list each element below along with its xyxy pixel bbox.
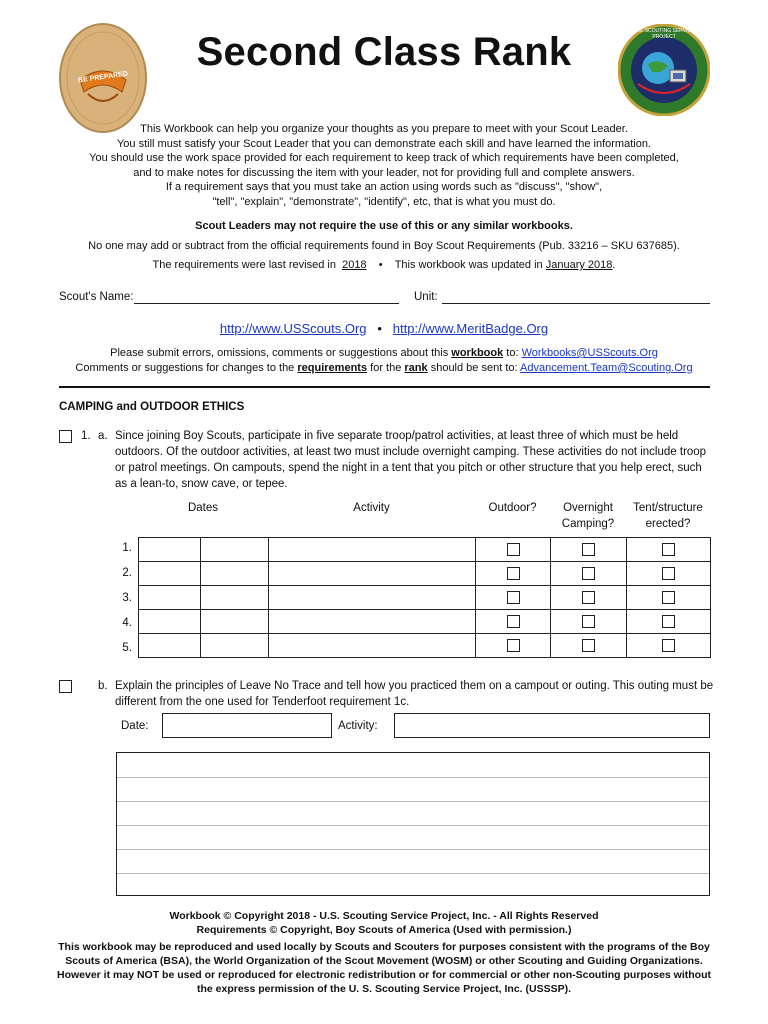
workbooks-email-link[interactable]: Workbooks@USScouts.Org	[521, 347, 658, 359]
update-date: January 2018	[545, 259, 613, 271]
intro-paragraph	[80, 122, 688, 210]
revision-line: The requirements were last revised in 2018 • This workbook was updated in January 2018.	[152, 259, 616, 271]
checkbox[interactable]	[662, 639, 675, 652]
footer-terms: the express permission of the U. S. Scouting Service Project, Inc. (USSSP).	[196, 983, 572, 995]
checkbox[interactable]	[507, 615, 520, 628]
overnight-checkbox-cell[interactable]	[551, 562, 627, 586]
usscouts-link[interactable]: http://www.USScouts.Org	[219, 321, 367, 336]
activity-cell[interactable]	[269, 586, 476, 610]
official-requirements-note: No one may add or subtract from the official requirements found in Boy Scout Requirements (Pub. 33216 – SKU 637685).	[88, 240, 680, 252]
col-header-outdoor: Outdoor?	[488, 502, 537, 514]
activity-cell[interactable]	[269, 634, 476, 658]
outdoor-checkbox-cell[interactable]	[476, 538, 551, 562]
date-label: Date:	[121, 720, 149, 732]
tent-checkbox-cell[interactable]	[627, 610, 711, 634]
date-cell[interactable]	[139, 610, 201, 634]
checkbox[interactable]	[507, 639, 520, 652]
footer	[40, 909, 728, 996]
checkbox[interactable]	[507, 591, 520, 604]
activity-cell[interactable]	[269, 562, 476, 586]
outdoor-checkbox-cell[interactable]	[476, 562, 551, 586]
date-cell[interactable]	[201, 610, 269, 634]
table-row	[139, 562, 711, 586]
activities-table	[138, 537, 711, 658]
date-cell[interactable]	[201, 586, 269, 610]
col-header-tent: Tent/structure erected?	[633, 502, 703, 530]
date-cell[interactable]	[201, 538, 269, 562]
row-number: 1.	[122, 542, 132, 554]
activity-cell[interactable]	[269, 610, 476, 634]
checkbox[interactable]	[662, 543, 675, 556]
table-row	[139, 634, 711, 658]
revision-year: 2018	[342, 259, 367, 271]
advancement-email-link[interactable]: Advancement.Team@Scouting.Org	[520, 362, 693, 374]
intro-line: and to make notes for discussing the item with your leader, not for providing full and complete answers.	[133, 166, 635, 179]
outdoor-checkbox-cell[interactable]	[476, 610, 551, 634]
overnight-checkbox-cell[interactable]	[551, 586, 627, 610]
tent-checkbox-cell[interactable]	[627, 562, 711, 586]
req-1a-checkbox[interactable]	[59, 430, 72, 443]
table-row	[139, 538, 711, 562]
submit-workbook-line: Please submit errors, omissions, comments or suggestions about this workbook to: Workbooks@USScouts.Org	[110, 347, 658, 359]
activity-label: Activity:	[338, 720, 378, 732]
unit-label: Unit:	[414, 291, 438, 303]
checkbox[interactable]	[662, 591, 675, 604]
footer-terms: This workbook may be reproduced and used locally by Scouts and Scouters for purposes consistent with the programs of the Boy	[58, 941, 710, 953]
date-cell[interactable]	[139, 634, 201, 658]
col-header-activity: Activity	[353, 502, 390, 514]
checkbox[interactable]	[662, 615, 675, 628]
intro-line: You still must satisfy your Scout Leader that you can demonstrate each skill and have learned the information.	[116, 137, 651, 150]
checkbox[interactable]	[582, 591, 595, 604]
checkbox[interactable]	[582, 639, 595, 652]
links-line: http://www.USScouts.Org • http://www.MeritBadge.Org	[219, 321, 549, 336]
table-row	[139, 610, 711, 634]
outdoor-checkbox-cell[interactable]	[476, 586, 551, 610]
req-1a-letter: a.	[98, 430, 108, 442]
intro-line: You should use the work space provided for each requirement to keep track of which requirements have been completed,	[89, 152, 679, 165]
unit-field[interactable]	[442, 303, 710, 304]
overnight-checkbox-cell[interactable]	[551, 634, 627, 658]
intro-line: This Workbook can help you organize your thoughts as you prepare to meet with your Scout Leader.	[140, 123, 628, 135]
date-cell[interactable]	[139, 562, 201, 586]
footer-terms: However it may NOT be used or reproduced for electronic redistribution or for commercial or other non-Scouting purposes without	[57, 969, 711, 981]
checkbox[interactable]	[662, 567, 675, 580]
footer-copyright: Workbook © Copyright 2018 - U.S. Scouting Service Project, Inc. - All Rights Reserved	[169, 910, 599, 922]
checkbox[interactable]	[507, 567, 520, 580]
notes-area[interactable]	[116, 752, 710, 896]
row-number: 4.	[122, 617, 132, 629]
row-number: 3.	[122, 592, 132, 604]
date-cell[interactable]	[139, 586, 201, 610]
leader-notice: Scout Leaders may not require the use of this or any similar workbooks.	[195, 220, 573, 232]
intro-line: "tell", "explain", "demonstrate", "identify", etc, that is what you must do.	[212, 195, 556, 208]
section-divider	[59, 386, 710, 388]
table-row	[139, 586, 711, 610]
req-1b-letter: b.	[98, 680, 108, 692]
submit-requirements-line: Comments or suggestions for changes to the requirements for the rank should be sent to: Advancement.Team@Scouting.Org	[75, 362, 693, 374]
col-header-dates: Dates	[187, 502, 219, 514]
overnight-checkbox-cell[interactable]	[551, 538, 627, 562]
section-heading: CAMPING and OUTDOOR ETHICS	[59, 401, 245, 413]
row-number: 2.	[122, 567, 132, 579]
req-1-number: 1.	[81, 430, 91, 442]
req-1b-checkbox[interactable]	[59, 680, 72, 693]
page-title: Second Class Rank	[196, 30, 572, 74]
usssp-seal	[618, 24, 710, 116]
badge-motto: BE PREPARED	[77, 70, 129, 85]
meritbadge-link[interactable]: http://www.MeritBadge.Org	[392, 321, 549, 336]
activity-input[interactable]	[394, 713, 710, 738]
seal-text: U.S. SCOUTING SERVICE PROJECT	[633, 28, 695, 40]
col-header-overnight: Overnight Camping?	[561, 502, 615, 530]
date-cell[interactable]	[201, 562, 269, 586]
tent-checkbox-cell[interactable]	[627, 634, 711, 658]
checkbox[interactable]	[507, 543, 520, 556]
scout-name-label: Scout's Name:	[59, 291, 134, 303]
req-1a-text: Since joining Boy Scouts, participate in five separate troop/patrol activities, at least three of which must be held outdoors. Of the outdoor activities, at least two must include overnight camping. These activities do not include troop or patrol meetings. On campouts, spend the night in a tent that you pitch or other structure that you help erect, such as a lean-to, snow cave, or tepee.	[115, 430, 707, 490]
footer-terms: Scouts of America (BSA), the World Organization of the Scout Movement (WOSM) or other Scouting and Guiding Organizations.	[65, 955, 703, 967]
outdoor-checkbox-cell[interactable]	[476, 634, 551, 658]
activity-cell[interactable]	[269, 538, 476, 562]
checkbox[interactable]	[582, 567, 595, 580]
tent-checkbox-cell[interactable]	[627, 538, 711, 562]
tent-checkbox-cell[interactable]	[627, 586, 711, 610]
date-cell[interactable]	[139, 538, 201, 562]
scout-name-field[interactable]	[134, 303, 399, 304]
checkbox[interactable]	[582, 543, 595, 556]
footer-requirements-copyright: Requirements © Copyright, Boy Scouts of America (Used with permission.)	[196, 924, 572, 936]
req-1b-text: Explain the principles of Leave No Trace and tell how you practiced them on a campout or outing. This outing must be different from the one used for Tenderfoot requirement 1c.	[115, 680, 714, 708]
date-input[interactable]	[162, 713, 332, 738]
checkbox[interactable]	[582, 615, 595, 628]
overnight-checkbox-cell[interactable]	[551, 610, 627, 634]
intro-line: If a requirement says that you must take an action using words such as "discuss", "show",	[165, 181, 603, 194]
date-cell[interactable]	[201, 634, 269, 658]
row-number: 5.	[122, 642, 132, 654]
